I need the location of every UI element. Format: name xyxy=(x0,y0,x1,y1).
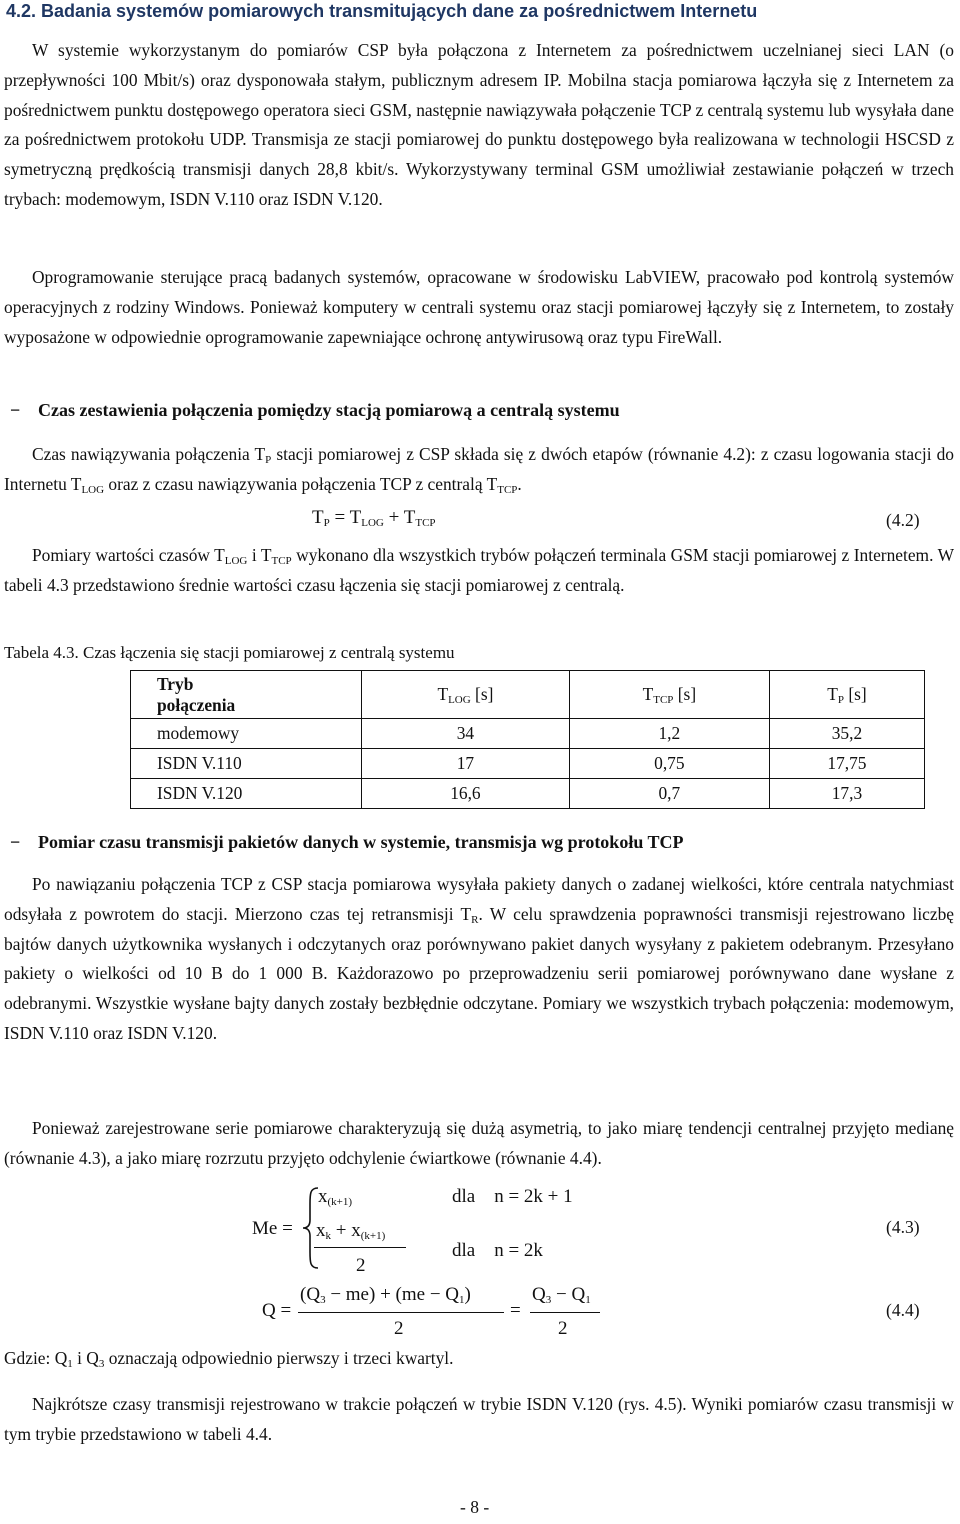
cell-mode: ISDN V.120 xyxy=(131,779,362,809)
fraction-bar xyxy=(530,1312,600,1313)
header-tp: $T_P$ [s] xyxy=(769,671,924,719)
cell-tp: 17,75 xyxy=(769,749,924,779)
cell-ttcp: 0,75 xyxy=(569,749,769,779)
equation-number-4-3: (4.3) xyxy=(886,1217,920,1237)
table-caption: Tabela 4.3. Czas łączenia się stacji pomiarowej z centralą systemu xyxy=(4,643,455,662)
cell-tlog: 16,6 xyxy=(362,779,570,809)
cell-tp: 17,3 xyxy=(769,779,924,809)
table-row xyxy=(131,749,925,779)
cell-ttcp: 1,2 xyxy=(569,719,769,749)
equation-4-4-lhs: Q = xyxy=(262,1300,292,1321)
equation-4-3-lhs: Me = xyxy=(252,1218,293,1239)
cell-mode: ISDN V.110 xyxy=(131,749,362,779)
equation-4-2: $T_P = T_{LOG} + T_{TCP}$ xyxy=(312,507,436,529)
paragraph-software: Oprogramowanie sterujące pracą badanych systemów, opracowane w środowisku LabVIEW, pracowało pod kontrolą systemów operacyjnych z rodziny Windows. Ponieważ komputery w centrali systemu oraz stacji pomiarowej łączyły się z Internetem, to zostały wyposażone w odpowiednie oprogramowanie zapewniające ochronę antywirusową oraz typu FireWall. xyxy=(4,267,954,347)
table-row xyxy=(131,719,925,749)
fraction-bar xyxy=(314,1247,406,1248)
cell-tlog: 34 xyxy=(362,719,570,749)
equation-4-4-denominator: 2 xyxy=(394,1318,404,1339)
connection-time-table xyxy=(130,670,925,809)
section-heading: 4.2. Badania systemów pomiarowych transmitujących dane za pośrednictwem Internetu xyxy=(6,1,758,21)
paragraph-median: Ponieważ zarejestrowane serie pomiarowe charakteryzują się dużą asymetrią, to jako miarę tendencji centralnej przyjęto medianę (równanie 4.3), a jako miarę rozrzutu przyjęto odchylenie ćwiartkowe (równanie 4.4). xyxy=(4,1118,954,1168)
header-ttcp: $T_{TCP}$ [s] xyxy=(569,671,769,719)
equation-4-3-case2-numerator: $x_k + x_{(k+1)}$ xyxy=(316,1220,386,1242)
paragraph-tp-definition: Czas nawiązywania połączenia $T_P$ stacji pomiarowej z CSP składa się z dwóch etapów (równanie 4.2): z czasu logowania stacji do Internetu $T_{LOG}$ oraz z czasu nawiązywania połączenia TCP z centralą $T_{TCP}$. xyxy=(4,444,954,496)
equation-4-3-case1-value: $x_{(k+1)}$ xyxy=(318,1186,353,1208)
equation-4-4-denominator-2: 2 xyxy=(558,1318,568,1339)
equation-number-4-2: (4.2) xyxy=(886,510,920,530)
bullet-dash: − xyxy=(10,832,21,852)
cell-mode: modemowy xyxy=(131,719,362,749)
cell-tlog: 17 xyxy=(362,749,570,779)
paragraph-csp-system: W systemie wykorzystanym do pomiarów CSP była połączona z Internetem za pośrednictwem uczelnianej sieci LAN (o przepływności 100 Mbit/s) oraz dysponowała stałym, publicznym adresem IP. Mobilna stacja pomiarowa łączyła się z Internetem za pośrednictwem punktu dostępowego operatora sieci GSM, następnie nawiązywała połączenie TCP z centralą systemu lub wysyłała dane za pośrednictwem protokołu UDP. Transmisja ze stacji pomiarowej do punktu dostępowego była realizowana w technologii HSCSD z symetryczną prędkością transmisji danych 28,8 kbit/s. Wykorzystywany terminal GSM umożliwiał zestawianie połączeń w trzech trybach: modemowym, ISDN V.110 oraz ISDN V.120. xyxy=(4,40,954,209)
equation-4-3-case1-condition: dla n = 2k + 1 xyxy=(452,1186,573,1207)
paragraph-shortest-times: Najkrótsze czasy transmisji rejestrowano w trakcie połączeń w trybie ISDN V.120 (rys. 4.5). Wyniki pomiarów czasu transmisji w tym trybie przedstawiono w tabeli 4.4. xyxy=(4,1394,954,1444)
fraction-bar xyxy=(298,1312,504,1313)
paragraph-retransmission: Po nawiązaniu połączenia TCP z CSP stacja pomiarowa wysyłała pakiety danych o zadanej wielkości, które centrala natychmiast odsyłała z powrotem do stacji. Mierzono czas tej retransmisji $T_R$. W celu sprawdzenia poprawności transmisji rejestrowano liczbę bajtów danych użytkownika wysłanych i odczytanych oraz porównywano pakiet danych wysyłany z pakietem odebranym. Przesyłano pakiety o wielkości od 10 B do 1 000 B. Każdorazowo po przeprowadzeniu serii pomiarowej porównywano dane wysłane z odebranymi. Wszystkie wysłane bajty danych zostały bezbłędnie odczytane. Pomiary we wszystkich trybach połączenia: modemowym, ISDN V.110 oraz ISDN V.120. xyxy=(4,874,954,1043)
table-header-row xyxy=(131,671,925,719)
bullet-dash: − xyxy=(10,400,21,420)
equation-4-3-case2-condition: dla n = 2k xyxy=(452,1240,543,1261)
subheading-packet-transmission: Pomiar czasu transmisji pakietów danych w systemie, transmisja wg protokołu TCP xyxy=(38,832,684,852)
cell-tp: 35,2 xyxy=(769,719,924,749)
paragraph-where: Gdzie: $Q_1$ i $Q_3$ oznaczają odpowiednio pierwszy i trzeci kwartyl. xyxy=(4,1348,454,1370)
cell-ttcp: 0,7 xyxy=(569,779,769,809)
subheading-connection-time: Czas zestawienia połączenia pomiędzy stacją pomiarową a centralą systemu xyxy=(38,400,620,420)
equation-number-4-4: (4.4) xyxy=(886,1300,920,1320)
header-mode: Tryb połączenia xyxy=(131,671,362,719)
header-tlog: $T_{LOG}$ [s] xyxy=(362,671,570,719)
equation-4-4-numerator-2: $Q_3 - Q_1$ xyxy=(532,1284,591,1306)
equation-4-4-equals: = xyxy=(510,1300,521,1321)
equation-4-4-numerator: $(Q_3 - me) + (me - Q_1)$ xyxy=(300,1284,471,1306)
equation-4-3-case2-denominator: 2 xyxy=(356,1255,366,1276)
paragraph-measurements: Pomiary wartości czasów $T_{LOG}$ i $T_{TCP}$ wykonano dla wszystkich trybów połączeń terminala GSM stacji pomiarowej z Internetem. W tabeli 4.3 przedstawiono średnie wartości czasu łączenia się stacji pomiarowej z centralą. xyxy=(4,545,954,595)
page-number: - 8 - xyxy=(460,1497,490,1517)
table-row xyxy=(131,779,925,809)
